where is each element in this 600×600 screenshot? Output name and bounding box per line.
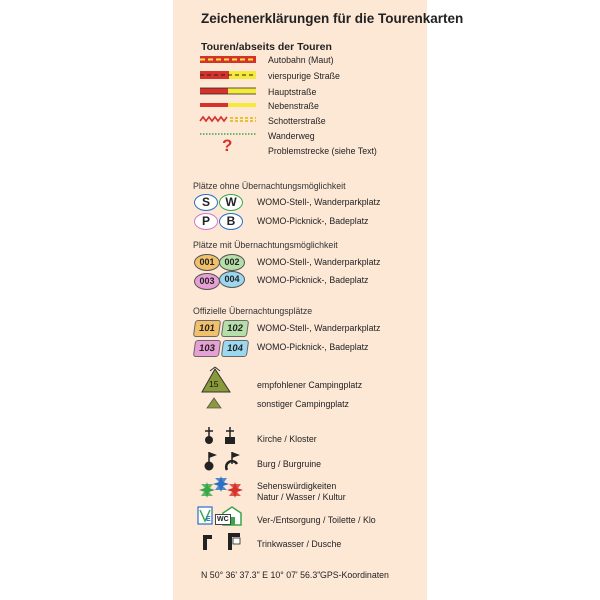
- poi-4: Trinkwasser / Dusche: [257, 539, 342, 549]
- legend-title: Zeichenerklärungen für die Tourenkarten: [201, 11, 464, 26]
- church-monastery-icon: [200, 426, 240, 446]
- touren-item-5: Wanderweg: [268, 131, 315, 141]
- 102-symbol: 102: [221, 320, 249, 337]
- water-shower-icon: [200, 531, 244, 551]
- poi-2-line1: Sehenswürdigkeiten: [257, 481, 337, 491]
- s-symbol: S: [194, 194, 218, 211]
- w-symbol: W: [219, 194, 243, 211]
- poi-2-line2: Natur / Wasser / Kultur: [257, 492, 346, 502]
- gps-coords: N 50° 36' 37.3" E 10° 07' 56.3": [201, 570, 321, 580]
- 101-symbol: 101: [193, 320, 221, 337]
- offiziell-row-1: WOMO-Picknick-, Badeplatz: [257, 342, 369, 352]
- mit-row-1: WOMO-Picknick-, Badeplatz: [257, 275, 369, 285]
- autobahn-symbol: [200, 56, 256, 63]
- touren-item-1: vierspurige Straße: [268, 71, 340, 81]
- ohne-row-0: WOMO-Stell-, Wanderparkplatz: [257, 197, 381, 207]
- touren-item-4: Schotterstraße: [268, 116, 326, 126]
- 004-symbol: 004: [219, 271, 245, 288]
- svg-text:E: E: [206, 516, 211, 523]
- vierspurige-strasse-symbol: [200, 71, 256, 79]
- poi-1: Burg / Burgruine: [257, 459, 322, 469]
- touren-item-0: Autobahn (Maut): [268, 55, 334, 65]
- touren-item-3: Nebenstraße: [268, 101, 319, 111]
- campsite-number: 15: [209, 379, 219, 389]
- 001-symbol: 001: [194, 254, 220, 271]
- b-symbol: B: [219, 213, 243, 230]
- mit-row-0: WOMO-Stell-, Wanderparkplatz: [257, 257, 381, 267]
- p-symbol: P: [194, 213, 218, 230]
- offiziell-row-0: WOMO-Stell-, Wanderparkplatz: [257, 323, 381, 333]
- 003-symbol: 003: [194, 273, 220, 290]
- schotterstrasse-symbol: [200, 117, 256, 121]
- camping-1: sonstiger Campingplatz: [257, 399, 349, 409]
- poi-3: Ver-/Entsorgung / Toilette / Klo: [257, 515, 376, 525]
- touren-item-6: Problemstrecke (siehe Text): [268, 146, 377, 156]
- poi-0: Kirche / Kloster: [257, 434, 317, 444]
- offiziell-heading: Offizielle Übernachtungsplätze: [193, 306, 313, 316]
- 103-symbol: 103: [193, 340, 221, 357]
- hauptstrasse-symbol: [200, 88, 256, 94]
- ohne-row-1: WOMO-Picknick-, Badeplatz: [257, 216, 369, 226]
- nebenstrasse-symbol: [200, 103, 256, 107]
- sights-icon: [197, 474, 245, 502]
- 002-symbol: 002: [219, 254, 245, 271]
- campsite-other-icon: [206, 396, 222, 410]
- touren-item-2: Hauptstraße: [268, 87, 317, 97]
- gps-label: GPS-Koordinaten: [320, 570, 389, 580]
- wc-icon: WC: [217, 516, 229, 523]
- 104-symbol: 104: [221, 340, 249, 357]
- touren-heading: Touren/abseits der Touren: [201, 41, 332, 53]
- castle-ruin-icon: [200, 450, 244, 472]
- problem-icon: ?: [222, 136, 233, 155]
- mit-heading: Plätze mit Übernachtungsmöglichkeit: [193, 240, 338, 250]
- camping-0: empfohlener Campingplatz: [257, 380, 363, 390]
- ohne-heading: Plätze ohne Übernachtungsmöglichkeit: [193, 181, 346, 191]
